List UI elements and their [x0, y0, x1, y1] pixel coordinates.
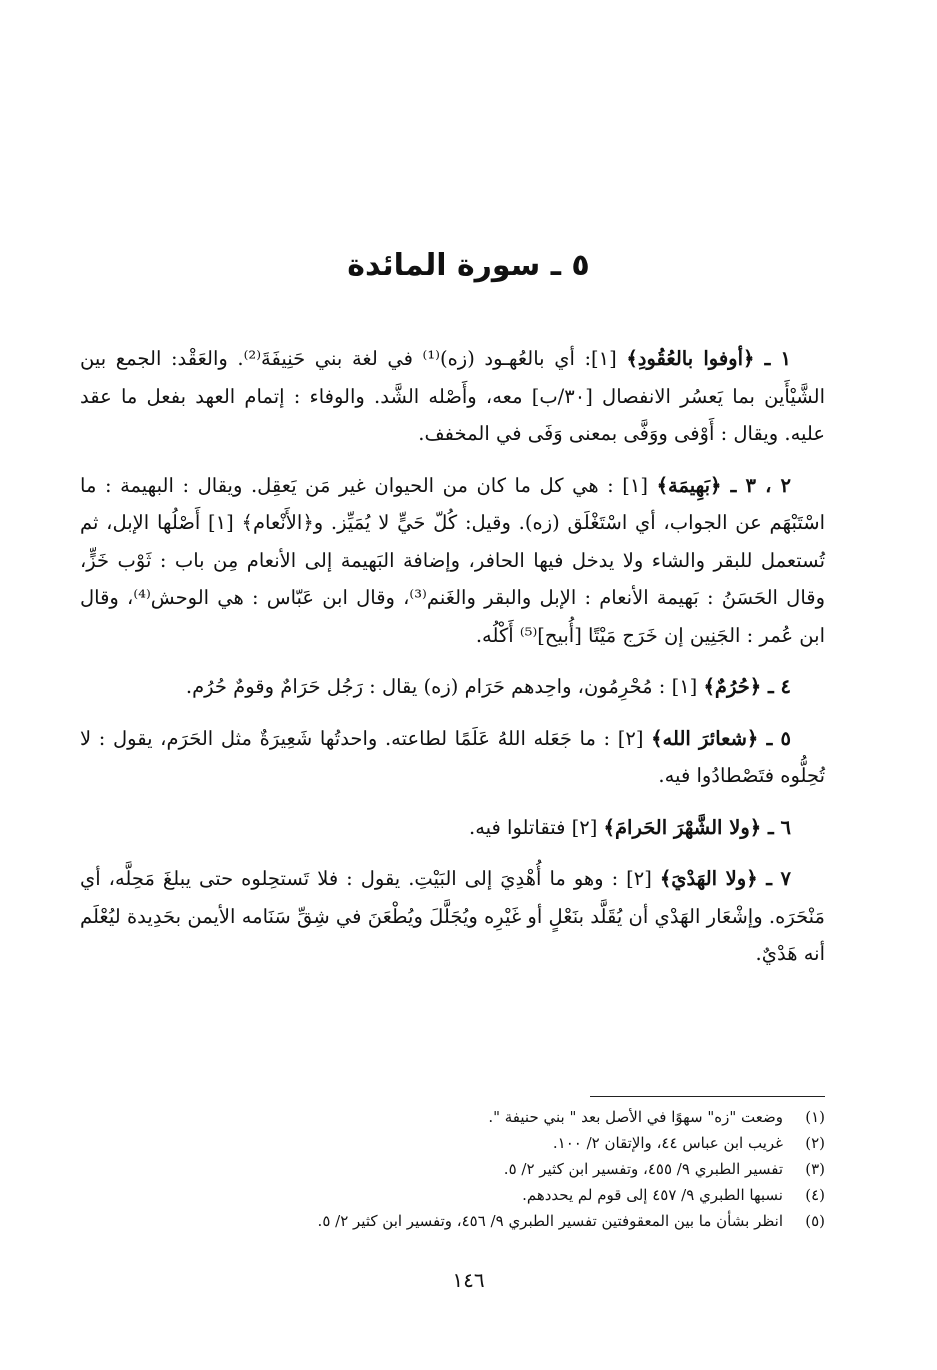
entry-headword: ٧ ـ ﴿ولا الهَدْيَ﴾ — [659, 867, 791, 890]
entry-paragraph — [80, 809, 825, 847]
footnote — [240, 1156, 825, 1182]
footnote-text: تفسير الطبري ٩/ ٤٥٥، وتفسير ابن كثير ٢/ ٥. — [503, 1160, 783, 1178]
surah-title: ٥ ـ سورة المائدة — [347, 248, 590, 283]
entry-headword: ١ ـ ﴿أوفوا بالعُقُودِ﴾ — [626, 347, 791, 370]
entry-paragraph — [80, 467, 825, 655]
entry-text: [١]: أي بالعُهـود (زه)⁽¹⁾ في لغة بني حَنِيفَةَ⁽²⁾. والعَقْد: الجمع بين الشَّيْأَين بما يَعسُر الانفصال [٣٠/ب] معه، وأَصْله الشَّد. والوفاء : إتمام العهد بفعل ما عقد عليه. ويقال : أَوْفى ووَفَّى بمعنى وَفَى في المخفف. — [80, 347, 825, 445]
footnote — [240, 1208, 825, 1234]
footnote-number: (٢) — [805, 1134, 825, 1152]
footnote-number: (٣) — [805, 1160, 825, 1178]
footnote — [240, 1104, 825, 1130]
entry-headword: ٦ ـ ﴿ولا الشَّهْرَ الحَرامَ﴾ — [603, 815, 791, 839]
entry-headword: ٤ ـ ﴿حُرُمٌ﴾ — [703, 675, 791, 698]
footnote-text: انظر بشأن ما بين المعقوفتين تفسير الطبري ٩/ ٤٥٦، وتفسير ابن كثير ٢/ ٥. — [317, 1212, 783, 1230]
page-number: ١٤٦ — [452, 1268, 485, 1292]
footnote-text: غريب ابن عباس ٤٤، والإتقان ٢/ ١٠٠. — [552, 1134, 783, 1152]
footnote-separator — [590, 1096, 825, 1097]
footnote-text: وضعت "زه" سهوًا في الأصل بعد " بني حنيفة ". — [488, 1108, 783, 1126]
entry-paragraph — [80, 668, 825, 706]
main-text — [80, 340, 825, 987]
footnote — [240, 1130, 825, 1156]
entry-text: [٢] : ما جَعَله اللهُ عَلَمًا لطاعته. واحدتُها شَعِيرَةٌ مثل الحَرَم، يقول : لا تُحِلُّوه فتَصْطادُوا فيه. — [80, 726, 825, 787]
footnote — [240, 1182, 825, 1208]
footnote-number: (٥) — [805, 1212, 825, 1230]
entry-text: [١] : مُحْرِمُون، واحِدهم حَرَام (زه) يقال : رَجُل حَرَامٌ وقومٌ حُرُم. — [185, 675, 704, 698]
entry-headword: ٢ ، ٣ ـ ﴿بَهِيمَة﴾ — [656, 473, 792, 497]
footnotes — [240, 1104, 825, 1234]
entry-paragraph — [80, 340, 825, 453]
entry-paragraph — [80, 860, 825, 973]
entry-text: [٢] : وهو ما أُهْدِيَ إلى البَيْتِ. يقول : فلا تَستحِلوه حتى يبلغَ مَحِلَّه، أي مَنْحَرَه. وإشْعَار الهَدْي أن يُقَلَّد بنَعْلٍ أو غَيْرِه ويُجَلَّلَ ويُطْعَنَ في شِقِّ سَنَامه الأيمن بحَدِيدة ليُعْلَم أنه هَدْيٌ. — [80, 867, 825, 965]
entry-text: [٢] فتقاتلوا فيه. — [469, 815, 604, 839]
entry-text: [١] : هي كل ما كان من الحيوان غير مَن يَعقِل. ويقال : البهيمة : ما اسْتَبْهَم عن الجواب، أي اسْتَغْلَق (زه). وقيل: كُلّ حَيٍّ لا يُمَيِّز. و﴿الأَنْعام﴾ [١] أَصْلُها الإبل، ثم تُستعمل للبقر والشاء ولا يدخل فيها الحافر، وإضافة البَهيمة إلى الأنعام مِن باب : ثَوْب خَزٍّ، وقال الحَسَنُ : بَهيمة الأنعام : الإبل والبقر والغَنم⁽³⁾، وقال ابن عَبّاس : هي الوحش⁽⁴⁾، وقال ابن عُمر : الجَنِين إن خَرَج مَيْتًا [أُبيح]⁽⁵⁾ أَكْلُه. — [80, 473, 826, 647]
footnote-number: (٤) — [805, 1186, 825, 1204]
footnote-number: (١) — [805, 1108, 825, 1126]
footnote-text: نسبها الطبري ٩/ ٤٥٧ إلى قوم لم يحددهم. — [522, 1186, 783, 1204]
entry-headword: ٥ ـ ﴿شعائرَ الله﴾ — [651, 726, 791, 750]
entry-paragraph — [80, 720, 825, 795]
